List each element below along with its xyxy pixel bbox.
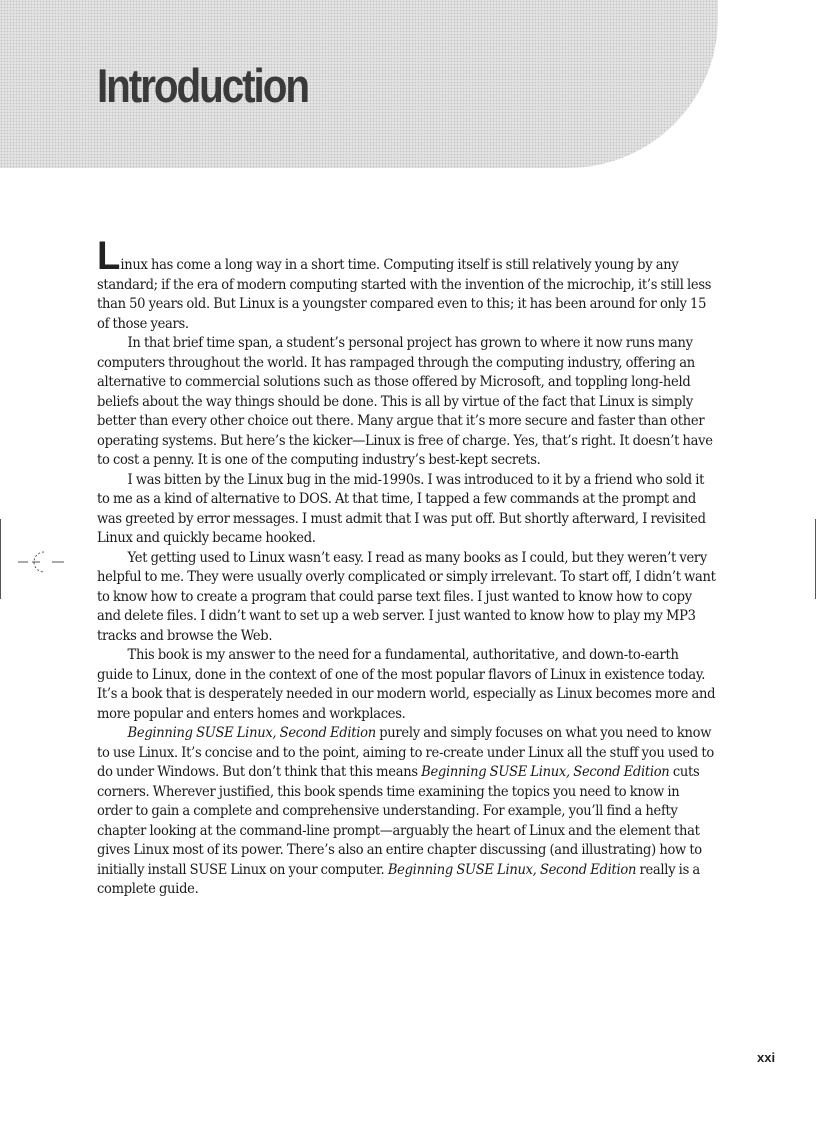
chapter-body (97, 234, 717, 900)
book-title-ref: Beginning SUSE Linux, Second Edition (387, 861, 637, 878)
paragraph-6 (97, 724, 717, 900)
paragraph-1-text: inux has come a long way in a short time. Computing itself is still relatively young by any standard; if the era of modern computing started with the invention of the microchip, it’s still less than 50 years old. But Linux is a youngster compared even to this; it has been around for only 15 of those years. (97, 257, 712, 332)
paragraph-6-text-c: really is a complete guide. (97, 861, 700, 897)
paragraph-5: This book is my answer to the need for a fundamental, authoritative, and down-to-earth guide to Linux, done in the context of one of the most popular flavors of Linux in existence today. It’s a book that is desperately needed in our modern world, especially as Linux becomes more and more popular and enters homes and workplaces. (97, 647, 716, 722)
paragraph-6-text-b: cuts corners. Wherever justified, this book spends time examining the topics you need to know in order to gain a complete and comprehensive understanding. For example, you’ll find a hefty chapter looking at the command-line prompt—arguably the heart of Linux and the element that gives Linux most of its power. There’s also an entire chapter discussing (and illustrating) how to initially install SUSE Linux on your computer. (97, 764, 702, 878)
book-title-ref: Beginning SUSE Linux, Second Edition (127, 725, 376, 741)
left-crop-mark (0, 519, 1, 599)
paragraph-1 (97, 234, 717, 334)
page-number: xxi (757, 1050, 776, 1065)
drop-cap: L (97, 234, 121, 278)
registration-mark-icon (18, 550, 64, 574)
book-title-ref: Beginning SUSE Linux, Second Edition (421, 764, 670, 780)
chapter-title: Introduction (97, 59, 308, 112)
paragraph-2: In that brief time span, a student’s personal project has grown to where it now runs many computers throughout the world. It has rampaged through the computing industry, offering an alternative to commercial solutions such as those offered by Microsoft, and toppling long-held beliefs about the way things should be done. This is all by virtue of the fact that Linux is simply better than every other choice out there. Many argue that it’s more secure and faster than other operating systems. But here’s the kicker—Linux is free of charge. Yes, that’s right. It doesn’t have to cost a penny. It is one of the computing industry’s best-kept secrets. (97, 335, 713, 468)
paragraph-4: Yet getting used to Linux wasn’t easy. I read as many books as I could, but they weren’t very helpful to me. They were usually overly complicated or simply irrelevant. To start off, I didn’t want to know how to create a program that could parse text files. I just wanted to know how to copy and delete files. I didn’t want to set up a web server. I just wanted to know how to play my MP3 tracks and browse the Web. (97, 549, 716, 644)
paragraph-3: I was bitten by the Linux bug in the mid-1990s. I was introduced to it by a friend who sold it to me as a kind of alternative to DOS. At that time, I tapped a few commands at the prompt and was greeted by error messages. I must admit that I was put off. But shortly afterward, I revisited Linux and quickly became hooked. (97, 471, 706, 546)
paragraph-6-text-a: purely and simply focuses on what you need to know to use Linux. It’s concise and to the point, aiming to re-create under Linux all the stuff you used to do under Windows. But don’t think that this means (97, 725, 714, 780)
